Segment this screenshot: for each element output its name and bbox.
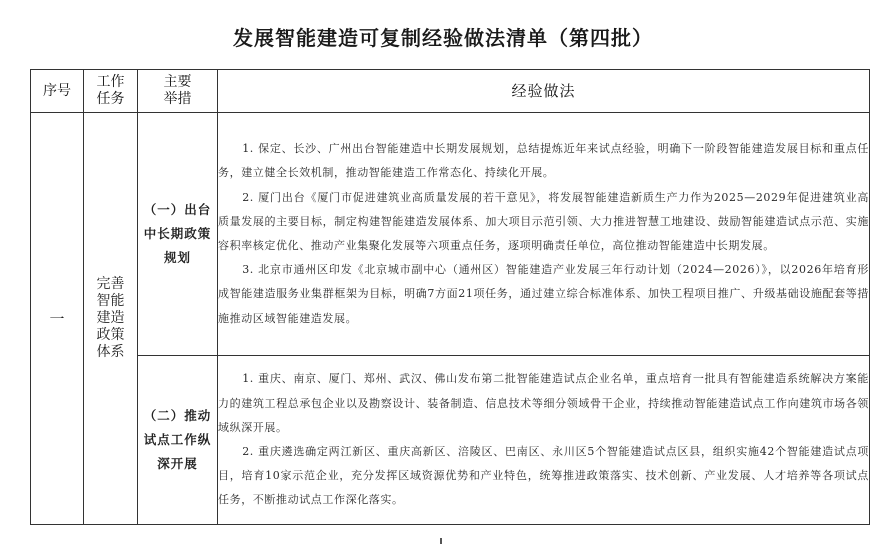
practice-paragraph: 3. 北京市通州区印发《北京城市副中心（通州区）智能建造产业发展三年行动计划（2024—2026）》，以2026年培育形成智能建造服务业集群框架为目标，明确7方面21项任务，通过建立综合标准体系、加快工程项目推广、升级基础设施配套等措施推动区域智能建造发展。 xyxy=(218,263,869,325)
measure-cell-1 xyxy=(138,113,218,356)
measure-label-1: （一）出台中长期政策规划 xyxy=(143,202,212,265)
row-task-label: 完善智能建造政策体系 xyxy=(96,276,125,360)
row-task xyxy=(84,113,138,525)
header-task-label: 工作任务 xyxy=(96,74,125,107)
header-measure-label: 主要举措 xyxy=(163,74,192,107)
practice-cell-1 xyxy=(218,113,870,356)
page-mark xyxy=(440,538,442,544)
practice-cell-2 xyxy=(218,356,870,525)
practice-paragraph: 1. 保定、长沙、广州出台智能建造中长期发展规划，总结提炼近年来试点经验，明确下一阶段智能建造发展目标和重点任务，建立健全长效机制，推动智能建造工作常态化、持续化开展。 xyxy=(218,142,869,180)
page-title: 发展智能建造可复制经验做法清单（第四批） xyxy=(233,26,653,50)
practice-table xyxy=(30,69,870,525)
measure-cell-2 xyxy=(138,356,218,525)
practice-paragraph: 2. 厦门出台《厦门市促进建筑业高质量发展的若干意见》，将发展智能建造新质生产力作为2025—2029年促进建筑业高质量发展的主要目标，制定构建智能建造发展体系、加大项目示范引领、大力推进智慧工地建设、鼓励智能建造试点示范、实施容积率核定优化、推动产业集聚化发展等六项重点任务，逐项明确责任单位，高位推动智能建造中长期发展。 xyxy=(218,190,869,252)
practice-paragraph: 2. 重庆遴选确定两江新区、重庆高新区、涪陵区、巴南区、永川区5个智能建造试点区县，组织实施42个智能建造试点项目，培育10家示范企业，充分发挥区域资源优势和产业特色，统筹推进政策落实、技术创新、产业发展、人才培养等各项试点任务，不断推动试点工作深化落实。 xyxy=(218,445,869,507)
measure-label-2: （二）推动试点工作纵深开展 xyxy=(143,408,212,471)
header-task xyxy=(84,70,138,113)
table-row xyxy=(31,113,870,356)
row-seq: 一 xyxy=(31,113,84,525)
table-row xyxy=(31,356,870,525)
header-measure xyxy=(138,70,218,113)
practice-paragraph: 1. 重庆、南京、厦门、郑州、武汉、佛山发布第二批智能建造试点企业名单，重点培育一批具有智能建造系统解决方案能力的建筑工程总承包企业以及勘察设计、装备制造、信息技术等细分领域骨干企业，持续推动智能建造试点工作向建筑市场各领域纵深开展。 xyxy=(218,372,869,434)
header-seq: 序号 xyxy=(31,70,84,113)
header-practice: 经验做法 xyxy=(218,70,870,113)
header-row xyxy=(31,70,870,113)
